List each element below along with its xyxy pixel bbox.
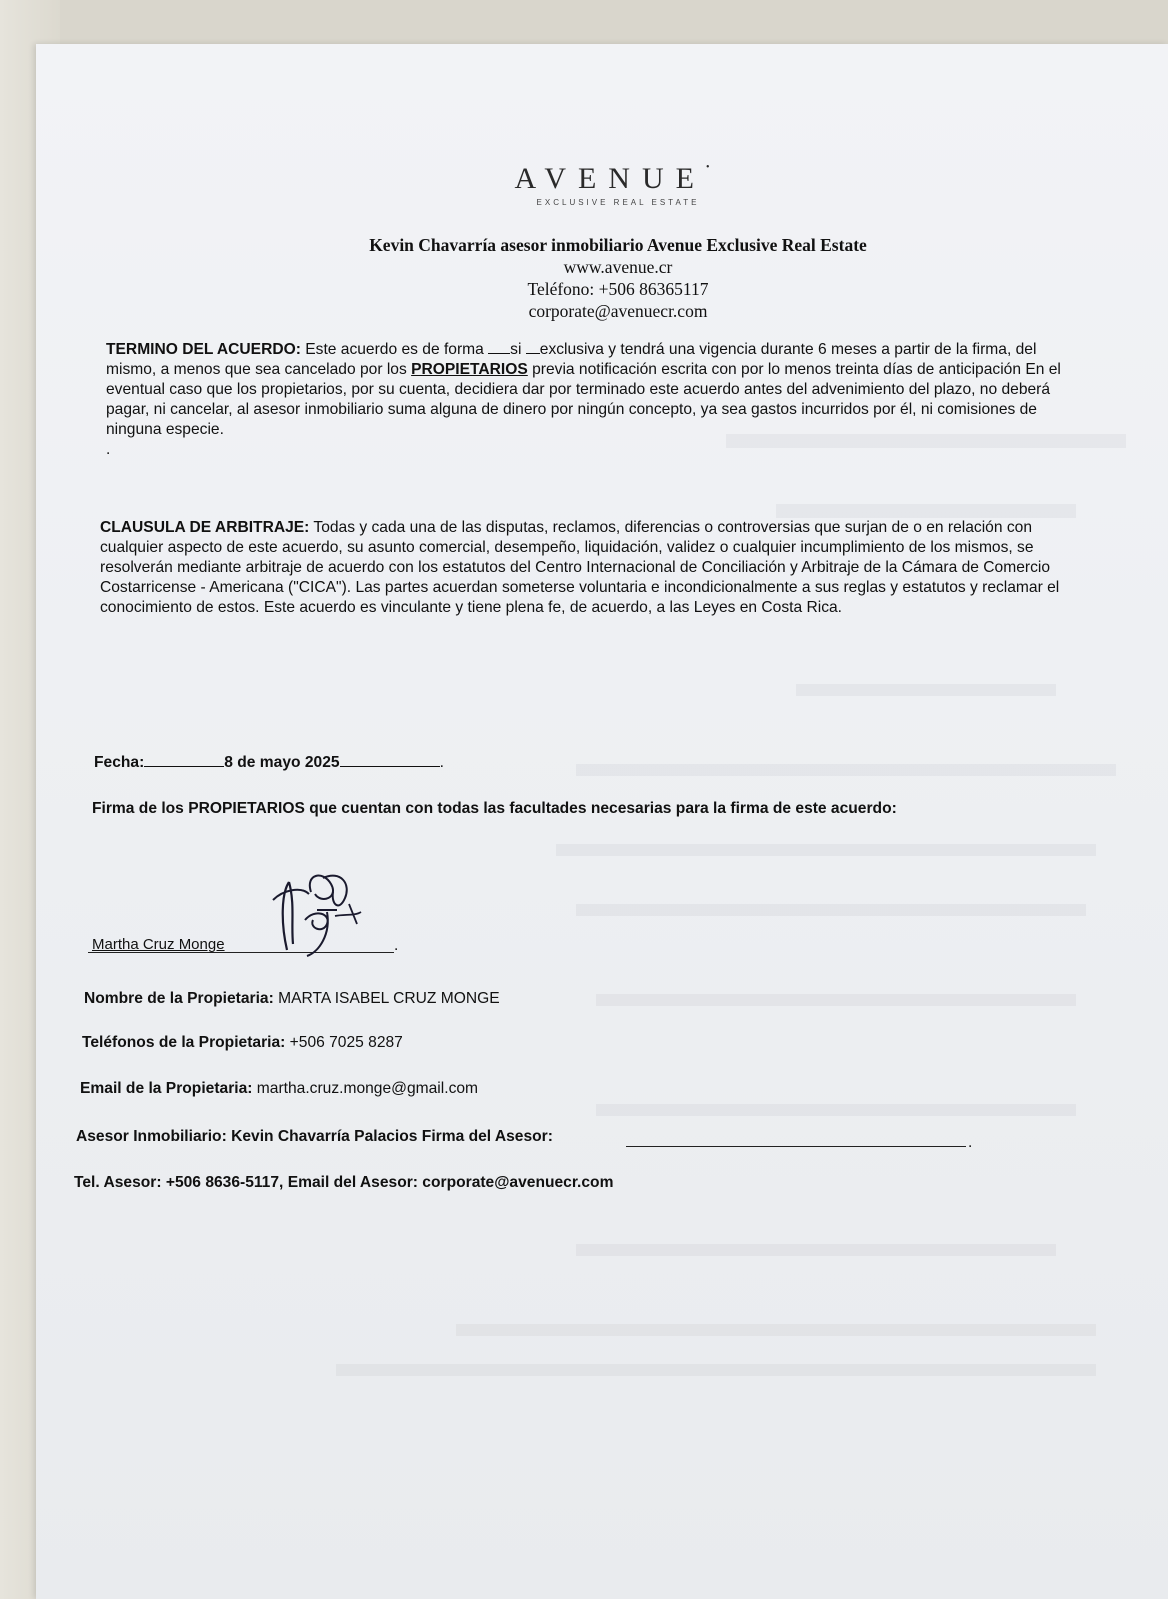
logo-wordmark: AVENUE [514, 162, 706, 195]
asesor-signature-line [626, 1146, 966, 1147]
bleed-through-8 [596, 1104, 1076, 1116]
clausula-paragraph [100, 518, 1090, 618]
asesor-end: . [968, 1134, 973, 1151]
header-website: www.avenue.cr [563, 257, 673, 277]
document-page [36, 44, 1168, 1599]
owner-signature [261, 864, 371, 964]
termino-dot: . [106, 441, 111, 458]
header-phone: Teléfono: +506 86365117 [527, 279, 709, 299]
owner-phone-label: Teléfonos de la Propietaria: [82, 1034, 286, 1051]
owner-email-value: martha.cruz.monge@gmail.com [252, 1080, 479, 1097]
termino-si: si [510, 341, 522, 358]
termino-propietarios: PROPIETARIOS [411, 361, 528, 378]
signer-end: . [394, 937, 399, 954]
bleed-through-7 [596, 994, 1076, 1006]
signer-name: Martha Cruz Monge [92, 936, 225, 953]
bleed-through-11 [336, 1364, 1096, 1376]
owner-email-line [80, 1080, 478, 1098]
owner-email-label: Email de la Propietaria: [80, 1080, 253, 1097]
bleed-through-6 [576, 904, 1086, 916]
blank-line [144, 766, 224, 767]
bleed-through-9 [576, 1244, 1056, 1256]
termino-heading: TERMINO DEL ACUERDO: [106, 341, 301, 358]
logo-tagline: EXCLUSIVE REAL ESTATE [536, 198, 700, 207]
termino-text-3: previa notificación escrita con por lo menos treinta días de anticipación En el eventual caso que los propietarios, por su cuenta, decidiera dar por terminado este acuerdo antes del advenimiento del plazo, no deberá pagar, ni cancelar, al asesor inmobiliario suma alguna de dinero por ningún concepto, ya sea gastos incurridos por él, ni comisiones de ninguna especie. [106, 361, 1061, 438]
blank-line [340, 766, 440, 767]
bleed-through-4 [576, 764, 1116, 776]
bleed-through-5 [556, 844, 1096, 856]
owner-phone-line [82, 1034, 403, 1052]
fecha-end: . [439, 754, 444, 771]
bleed-through-2 [776, 504, 1076, 518]
document-header [52, 234, 1168, 322]
fecha-line [94, 754, 444, 772]
header-title: Kevin Chavarría asesor inmobiliario Avenue Exclusive Real Estate [369, 235, 867, 255]
avenue-logo [52, 162, 1168, 207]
bleed-through-3 [796, 684, 1056, 696]
blank-line [526, 353, 540, 354]
clausula-text: Todas y cada una de las disputas, reclamos, diferencias o controversias que surjan de o en relación con cualquier aspecto de este acuerdo, su asunto comercial, desempeño, liquidación, validez o cualquier incumplimiento de los mismos, se resolverán mediante arbitraje de acuerdo con los estatutos del Centro Internacional de Conciliación y Arbitraje de la Cámara de Comercio Costarricense - Americana ("CICA"). Las partes acuerdan someterse voluntaria e incondicionalmente a sus reglas y estatutos y reclamar el conocimiento de estos. Este acuerdo es vinculante y tiene plena fe, de acuerdo, a las Leyes en Costa Rica. [100, 519, 1060, 616]
termino-text-2: exclusiva y tendrá una vigencia durante 6 meses a partir de la firma, del mismo, a menos que sea cancelado por los [106, 341, 1037, 378]
fecha-value: 8 de mayo 2025 [224, 754, 340, 771]
owner-name-value: MARTA ISABEL CRUZ MONGE [273, 990, 500, 1007]
fecha-label: Fecha: [94, 754, 145, 771]
owner-phone-value: +506 7025 8287 [285, 1034, 403, 1051]
termino-text-1: Este acuerdo es de forma [300, 341, 489, 358]
asesor-label: Asesor Inmobiliario: Kevin Chavarría Palacios Firma del Asesor: [76, 1128, 553, 1145]
header-email: corporate@avenuecr.com [528, 301, 708, 321]
owner-name-label: Nombre de la Propietaria: [84, 990, 274, 1007]
logo-registered-dot: • [705, 162, 722, 173]
termino-paragraph [106, 340, 1086, 460]
clausula-heading: CLAUSULA DE ARBITRAJE: [100, 519, 310, 536]
bleed-through-10 [456, 1324, 1096, 1336]
firma-propietarios-label: Firma de los PROPIETARIOS que cuentan con todas las facultades necesarias para la firma de este acuerdo: [92, 800, 897, 817]
blank-line [488, 353, 510, 354]
owner-name-line [84, 990, 500, 1008]
asesor-contact: Tel. Asesor: +506 8636-5117, Email del Asesor: corporate@avenuecr.com [74, 1174, 614, 1191]
